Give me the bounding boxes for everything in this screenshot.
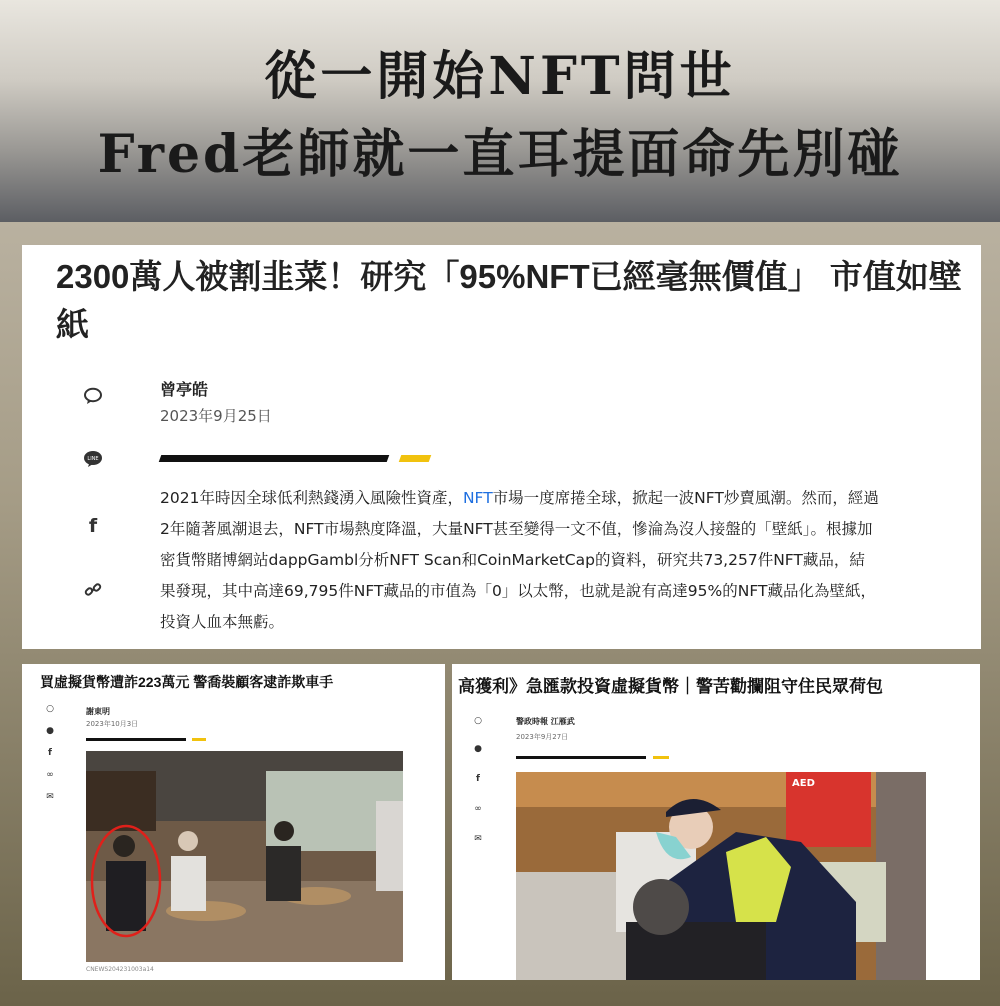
left-article-title: 買虛擬貨幣遭詐223萬元 警喬裝顧客逮詐欺車手 [40, 674, 334, 690]
article-title: 2300萬人被割韭菜！研究「95%NFT已經毫無價值」 市值如壁紙 [56, 258, 962, 343]
right-article-title: 高獲利》急匯款投資虛擬貨幣｜警苦勸攔阻守住民眾荷包 [458, 677, 883, 696]
svg-text:LINE: LINE [87, 456, 99, 462]
aed-sign: AED [792, 778, 815, 789]
facebook-icon[interactable]: f [476, 774, 480, 784]
right-article-card [452, 664, 980, 980]
link-icon[interactable] [82, 579, 104, 601]
facebook-icon[interactable]: f [88, 515, 98, 537]
mail-icon[interactable]: ✉ [46, 792, 54, 802]
banner-line-1: 從一開始NFT問世 [264, 46, 736, 107]
left-author: 謝東明 [86, 707, 110, 716]
body-text-rest: 市場一度席捲全球，掀起一波NFT炒賣風潮。然而，經過2年隨著風潮退去，NFT市場熱度降溫，大量NFT甚至變得一文不值，慘淪為沒人接盤的「壁紙」。根據加密貨幣賭博網站dappGambl分析NFT Scan和CoinMarketCap的資料，研究共73,257件NFT藏品，結果發現，其中高達69,795件NFT藏品的市值為「0」以太幣，也就是說有高達95%的NFT藏品化為壁紙，投資人血本無虧。 [160, 489, 879, 631]
comment-icon[interactable]: ○ [46, 704, 54, 714]
author-name: 曾亭皓 [160, 380, 209, 399]
line-icon[interactable] [82, 448, 104, 470]
article-body [160, 483, 880, 638]
left-date: 2023年10月3日 [86, 720, 139, 728]
facebook-icon[interactable]: f [48, 748, 52, 758]
publish-date: 2023年9月25日 [160, 407, 272, 425]
nft-link[interactable]: NFT [462, 489, 493, 507]
divider-black [86, 738, 186, 741]
comment-icon[interactable]: ○ [474, 716, 482, 726]
body-text-start: 2021年時因全球低利熱錢湧入風險性資產， [160, 489, 463, 507]
line-icon[interactable]: ● [46, 726, 54, 736]
main-article-card [22, 245, 981, 649]
right-date: 2023年9月27日 [516, 733, 569, 741]
divider-yellow [653, 756, 669, 759]
divider-black [516, 756, 646, 759]
link-icon[interactable]: ∞ [46, 770, 54, 780]
divider-yellow [399, 455, 432, 462]
link-icon[interactable]: ∞ [474, 804, 482, 814]
divider-black [159, 455, 390, 462]
banner-line-2: Fred老師就一直耳提面命先別碰 [97, 124, 903, 185]
comment-icon[interactable] [82, 385, 104, 407]
right-author: 警政時報 江雁武 [516, 717, 575, 726]
header-banner [0, 0, 1000, 222]
left-article-card [22, 664, 445, 980]
photo-caption: CNEWS204231003a14 [86, 966, 154, 973]
divider-yellow [192, 738, 206, 741]
police-photo [516, 772, 926, 980]
line-icon[interactable]: ● [474, 744, 482, 754]
mail-icon[interactable]: ✉ [474, 834, 482, 844]
cafe-photo [86, 751, 403, 962]
